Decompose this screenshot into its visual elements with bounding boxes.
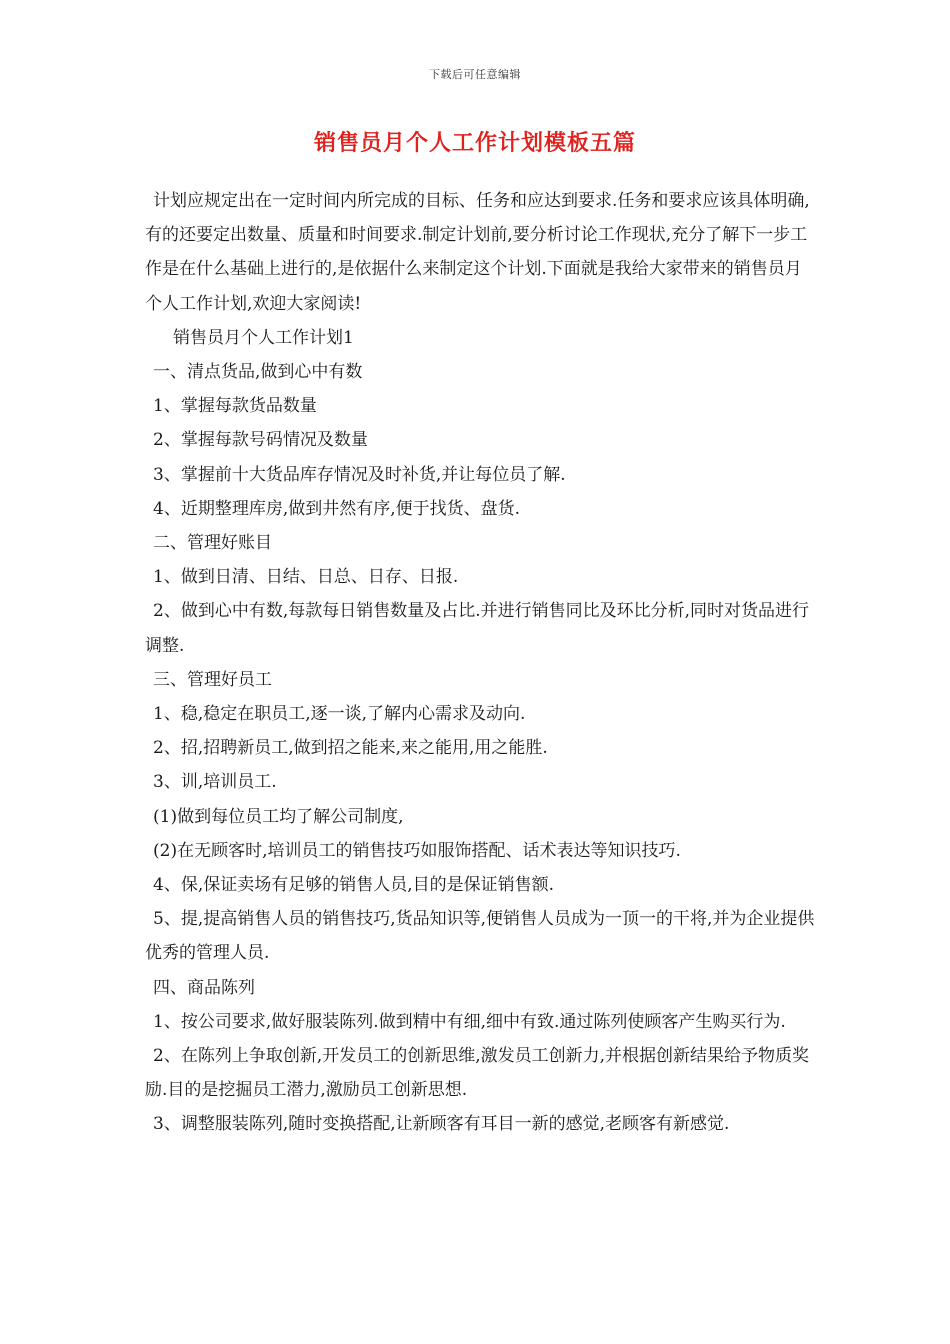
header-note: 下载后可任意编辑	[429, 68, 521, 81]
list-item: 4、近期整理库房,做到井然有序,便于找货、盘货.	[153, 498, 521, 519]
list-item: 2、在陈列上争取创新,开发员工的创新思维,激发员工创新力,并根据创新结果给予物质奖励.目的是挖掘员工潜力,激励员工创新思想.	[145, 1046, 810, 1101]
list-item: 3、调整服装陈列,随时变换搭配,让新顾客有耳目一新的感觉,老顾客有新感觉.	[153, 1114, 730, 1135]
list-item: 2、招,招聘新员工,做到招之能来,来之能用,用之能胜.	[153, 738, 548, 759]
list-item: (1)做到每位员工均了解公司制度,	[153, 806, 404, 827]
section-heading: 三、管理好员工	[153, 669, 272, 690]
document-body	[145, 184, 815, 1142]
list-item: 1、稳,稳定在职员工,逐一谈,了解内心需求及动向.	[153, 704, 526, 725]
list-item: 3、训,培训员工.	[153, 772, 277, 793]
list-item: 5、提,提高销售人员的销售技巧,货品知识等,便销售人员成为一顶一的干将,并为企业提供优秀的管理人员.	[145, 909, 815, 964]
list-item: 1、掌握每款货品数量	[153, 396, 317, 417]
list-item: 4、保,保证卖场有足够的销售人员,目的是保证销售额.	[153, 875, 555, 896]
section-heading: 二、管理好账目	[153, 533, 272, 554]
plan-subtitle: 销售员月个人工作计划1	[173, 327, 354, 348]
intro-paragraph: 计划应规定出在一定时间内所完成的目标、任务和应达到要求.任务和要求应该具体明确,有的还要定出数量、质量和时间要求.制定计划前,要分析讨论工作现状,充分了解下一步工作是在什么基础上进行的,是依据什么来制定这个计划.下面就是我给大家带来的销售员月个人工作计划,欢迎大家阅读!	[145, 191, 810, 314]
list-item: 3、掌握前十大货品库存情况及时补货,并让每位员了解.	[153, 464, 566, 485]
list-item: 1、做到日清、日结、日总、日存、日报.	[153, 567, 459, 588]
list-item: 2、掌握每款号码情况及数量	[153, 430, 368, 451]
section-heading: 四、商品陈列	[153, 977, 255, 998]
list-item: 1、按公司要求,做好服装陈列.做到精中有细,细中有致.通过陈列使顾客产生购买行为.	[153, 1011, 786, 1032]
document-title: 销售员月个人工作计划模板五篇	[313, 130, 636, 156]
section-heading: 一、清点货品,做到心中有数	[153, 362, 363, 383]
list-item: (2)在无顾客时,培训员工的销售技巧如服饰搭配、话术表达等知识技巧.	[153, 840, 681, 861]
list-item: 2、做到心中有数,每款每日销售数量及占比.并进行销售同比及环比分析,同时对货品进行调整.	[145, 601, 810, 656]
